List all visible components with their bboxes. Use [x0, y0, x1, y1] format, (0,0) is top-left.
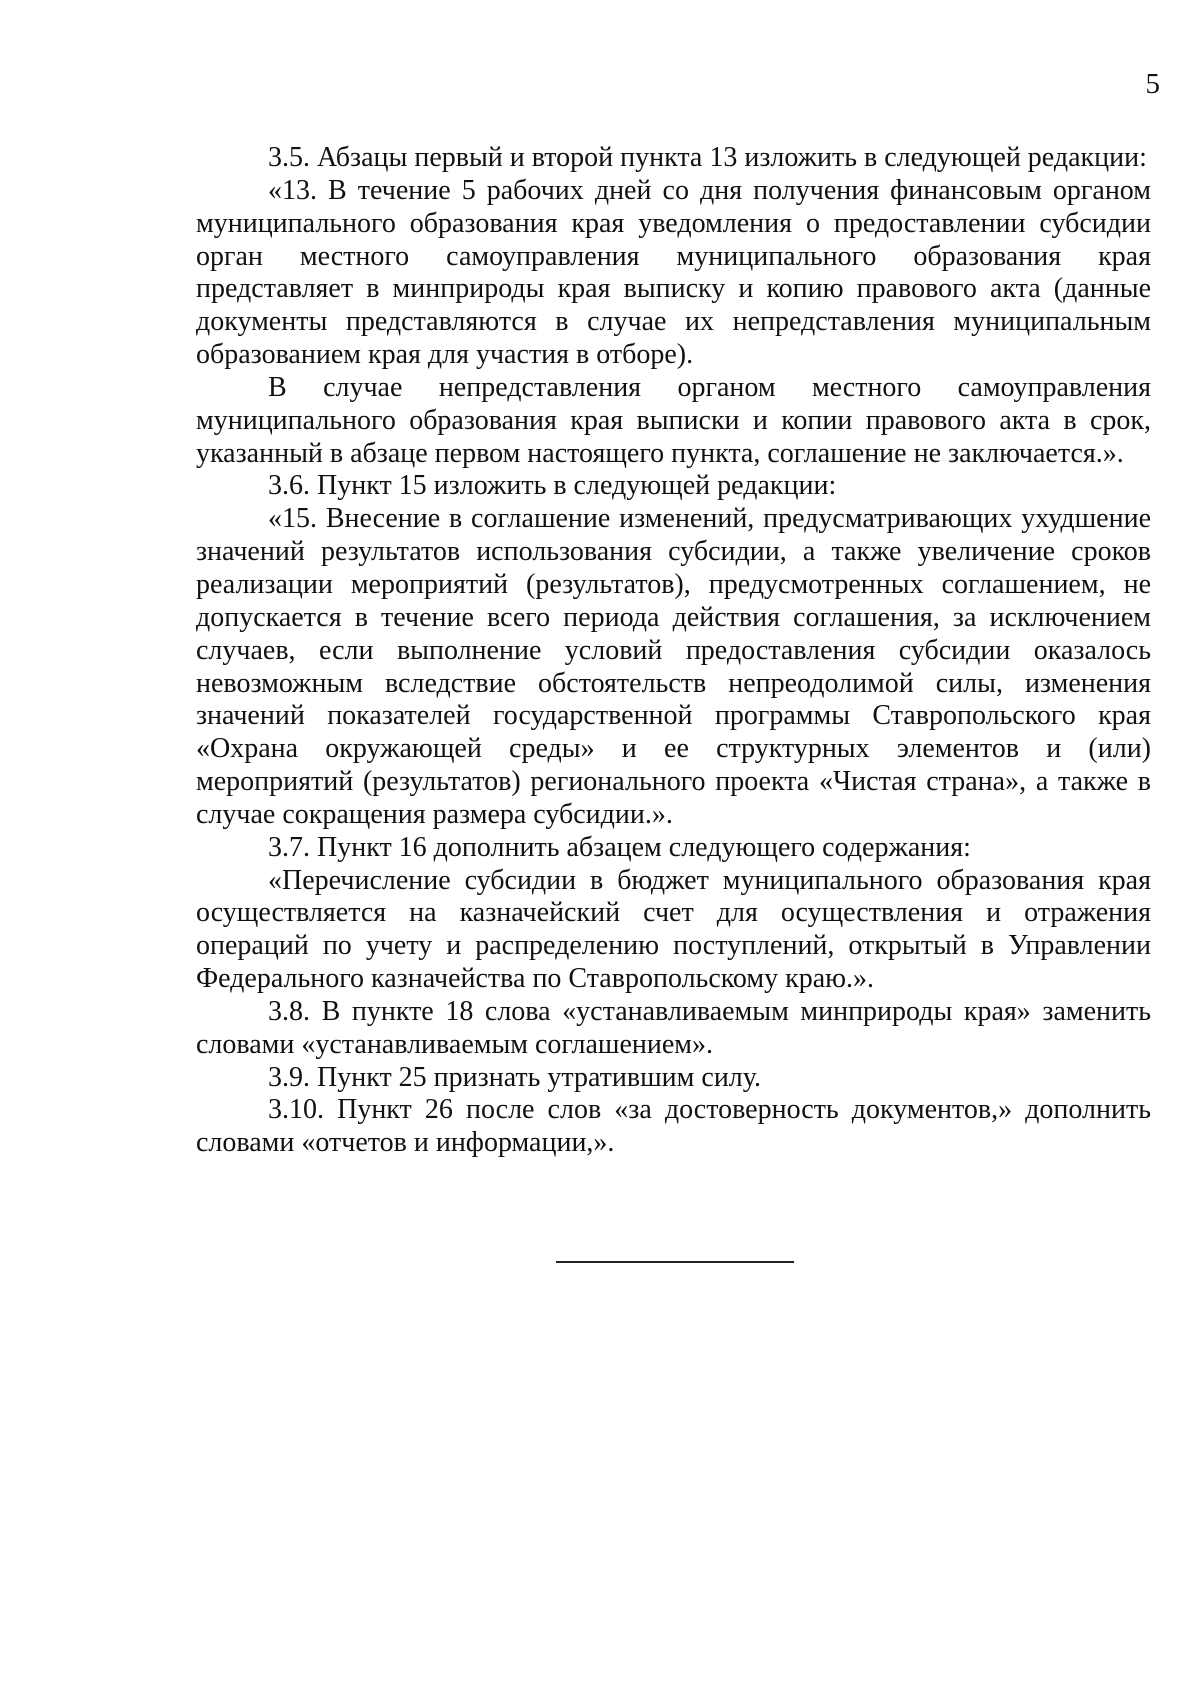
- document-body: [196, 142, 1151, 1160]
- page-number: 5: [1145, 68, 1160, 100]
- paragraph-3-9: 3.9. Пункт 25 признать утратившим силу.: [268, 1061, 761, 1093]
- paragraph-3-5: 3.5. Абзацы первый и второй пункта 13 изложить в следующей редакции:: [268, 142, 1147, 173]
- paragraph-3-10: 3.10. Пункт 26 после слов «за достоверность документов,» дополнить словами «отчетов и информации,».: [196, 1094, 1151, 1159]
- paragraph-3-7: 3.7. Пункт 16 дополнить абзацем следующего содержания:: [268, 831, 971, 863]
- paragraph-3-6: 3.6. Пункт 15 изложить в следующей редакции:: [268, 470, 837, 502]
- paragraph-13-text: «13. В течение 5 рабочих дней со дня получения финансовым органом муниципального образования края уведомления о предоставлении субсидии орган местного самоуправления муниципального образования края представляет в минприроды края выписку и копию правового акта (данные документы представляются в случае их непредставления муниципальным образованием края для участия в отборе).: [196, 174, 1151, 371]
- paragraph-16-addition: «Перечисление субсидии в бюджет муниципального образования края осуществляется на казначейский счет для осуществления и отражения операций по учету и распределению поступлений, открытый в Управлении Федерального казначейства по Ставропольскому краю.».: [196, 864, 1151, 995]
- paragraph-15-text: «15. Внесение в соглашение изменений, предусматривающих ухудшение значений результатов использования субсидии, а также увеличение сроков реализации мероприятий (результатов), предусмотренных соглашением, не допускается в течение всего периода действия соглашения, за исключением случаев, если выполнение условий предоставления субсидии оказалось невозможным вследствие обстоятельств непреодолимой силы, изменения значений показателей государственной программы Ставропольского края «Охрана окружающей среды» и ее структурных элементов и (или) мероприятий (результатов) регионального проекта «Чистая страна», а также в случае сокращения размера субсидии.».: [196, 503, 1151, 830]
- paragraph-3-8: 3.8. В пункте 18 слова «устанавливаемым минприроды края» заменить словами «устанавливаемым соглашением».: [196, 995, 1151, 1060]
- closing-divider-line: [556, 1261, 794, 1263]
- paragraph-13-second: В случае непредставления органом местного самоуправления муниципального образования края выписки и копии правового акта в срок, указанный в абзаце первом настоящего пункта, соглашение не заключается.».: [196, 371, 1151, 469]
